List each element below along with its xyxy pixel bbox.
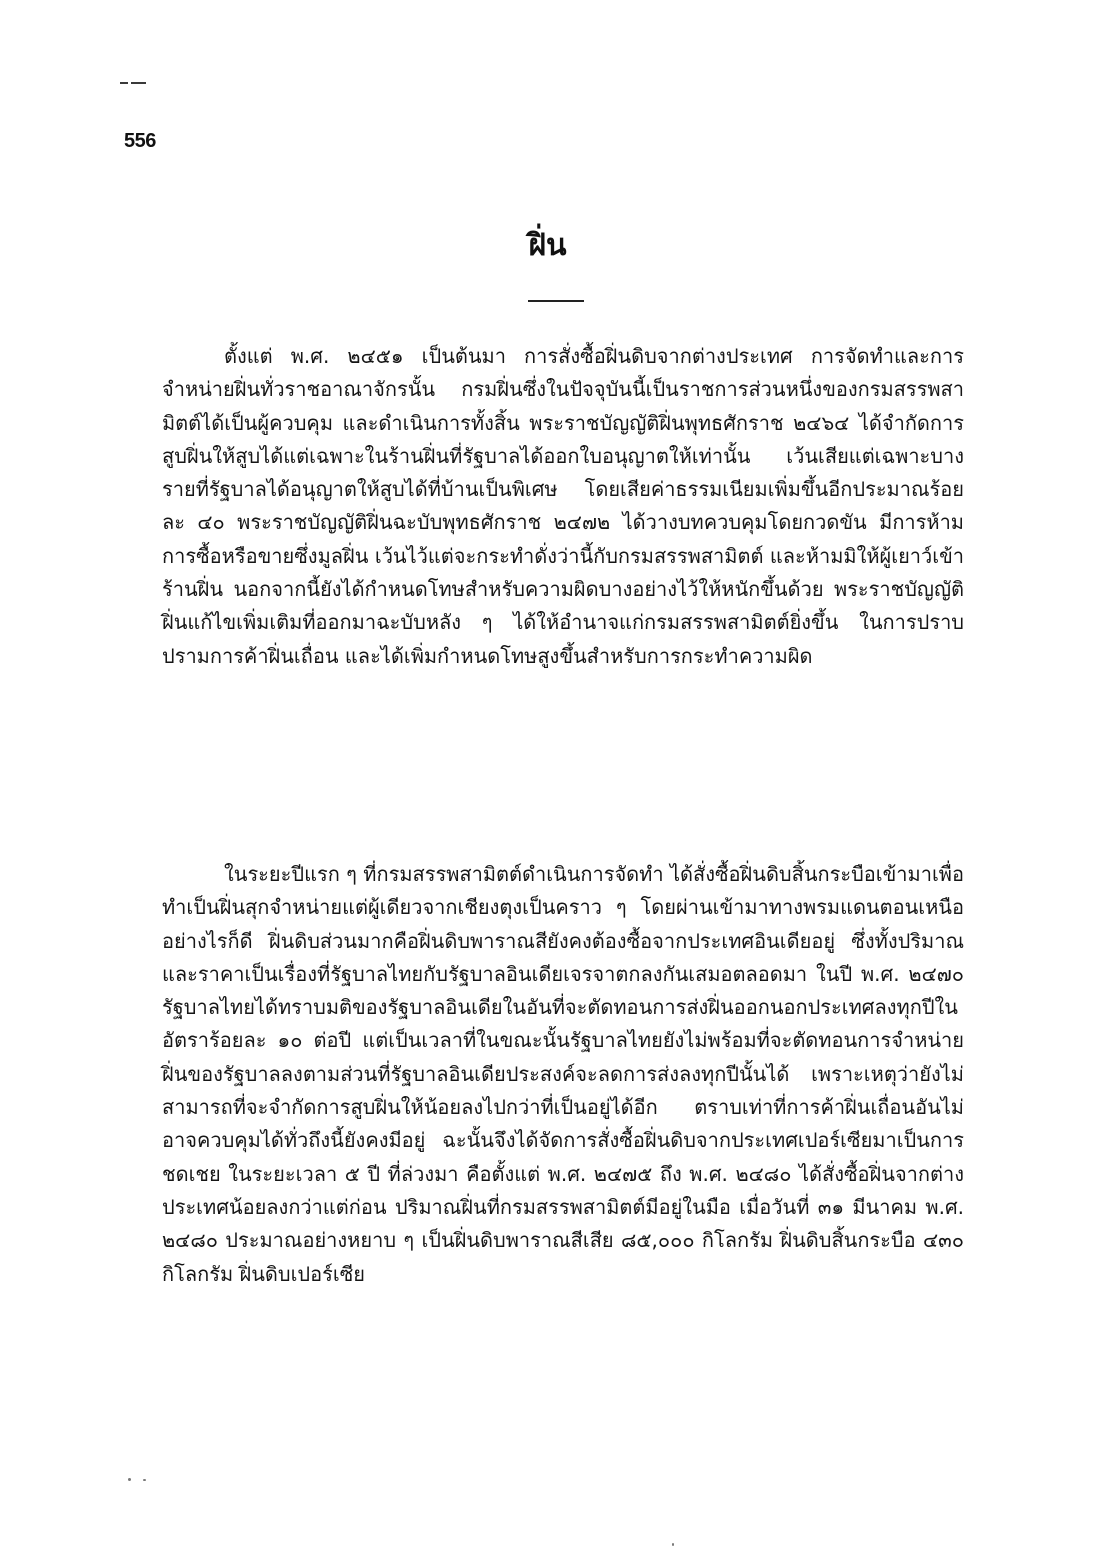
scan-speck [143,1479,146,1481]
body-paragraph-1 [162,340,964,673]
body-paragraph-2 [162,858,964,1291]
page-number: 556 [124,130,156,152]
scan-speck [672,1543,674,1546]
scan-corner-mark [120,82,146,84]
paragraph-text: ในระยะปีแรก ๆ ที่กรมสรรพสามิตต์ดำเนินการจัดทำ ได้สั่งซื้อฝิ่นดิบสิ้นกระบือเข้ามาเพื่อทำเป็นฝิ่นสุกจำหน่ายแต่ผู้เดียวจากเชียงตุงเป็นคราว ๆ โดยผ่านเข้ามาทางพรมแดนตอนเหนือ อย่างไรก็ดี ฝิ่นดิบส่วนมากคือฝิ่นดิบพาราณสียังคงต้องซื้อจากประเทศอินเดียอยู่ ซึ่งทั้งปริมาณและราคาเป็นเรื่องที่รัฐบาลไทยกับรัฐบาลอินเดียเจรจาตกลงกันเสมอตลอดมา ในปี พ.ศ. ๒๔๗๐ รัฐบาลไทยได้ทราบมติของรัฐบาลอินเดียในอันที่จะตัดทอนการส่งฝิ่นออกนอกประเทศลงทุกปีในอัตราร้อยละ ๑๐ ต่อปี แต่เป็นเวลาที่ในขณะนั้นรัฐบาลไทยยังไม่พร้อมที่จะตัดทอนการจำหน่ายฝิ่นของรัฐบาลลงตามส่วนที่รัฐบาลอินเดียประสงค์จะลดการส่งลงทุกปีนั้นได้ เพราะเหตุว่ายังไม่สามารถที่จะจำกัดการสูบฝิ่นให้น้อยลงไปกว่าที่เป็นอยู่ได้อีก ตราบเท่าที่การค้าฝิ่นเถื่อนอันไม่อาจควบคุมได้ทั่วถึงนี้ยังคงมีอยู่ ฉะนั้นจึงได้จัดการสั่งซื้อฝิ่นดิบจากประเทศเปอร์เซียมาเป็นการชดเชย ในระยะเวลา ๕ ปี ที่ล่วงมา คือตั้งแต่ พ.ศ. ๒๔๗๕ ถึง พ.ศ. ๒๔๘๐ ได้สั่งซื้อฝิ่นจากต่างประเทศน้อยลงกว่าแต่ก่อน ปริมาณฝิ่นที่กรมสรรพสามิตต์มีอยู่ในมือ เมื่อวันที่ ๓๑ มีนาคม พ.ศ. ๒๔๘๐ ประมาณอย่างหยาบ ๆ เป็นฝิ่นดิบพาราณสีเสีย ๘๕,๐๐๐ กิโลกรัม ฝิ่นดิบสิ้นกระบือ ๔๓๐ กิโลกรัม ฝิ่นดิบเปอร์เซีย [162,862,965,1286]
title-underline [528,300,584,302]
scan-speck [128,1478,131,1481]
chapter-title: ฝิ่น [528,228,567,263]
paragraph-text: ตั้งแต่ พ.ศ. ๒๔๕๑ เป็นต้นมา การสั่งซื้อฝิ่นดิบจากต่างประเทศ การจัดทำและการจำหน่ายฝิ่นทั่วราชอาณาจักรนั้น กรมฝิ่นซึ่งในปัจจุบันนี้เป็นราชการส่วนหนึ่งของกรมสรรพสามิตต์ได้เป็นผู้ควบคุม และดำเนินการทั้งสิ้น พระราชบัญญัติฝิ่นพุทธศักราช ๒๔๖๔ ได้จำกัดการสูบฝิ่นให้สูบได้แต่เฉพาะในร้านฝิ่นที่รัฐบาลได้ออกใบอนุญาตให้เท่านั้น เว้นเสียแต่เฉพาะบางรายที่รัฐบาลได้อนุญาตให้สูบได้ที่บ้านเป็นพิเศษ โดยเสียค่าธรรมเนียมเพิ่มขึ้นอีกประมาณร้อยละ ๔๐ พระราชบัญญัติฝิ่นฉะบับพุทธศักราช ๒๔๗๒ ได้วางบทควบคุมโดยกวดขัน มีการห้ามการซื้อหรือขายซึ่งมูลฝิ่น เว้นไว้แต่จะกระทำดั่งว่านี้กับกรมสรรพสามิตต์ และห้ามมิให้ผู้เยาว์เข้าร้านฝิ่น นอกจากนี้ยังได้กำหนดโทษสำหรับความผิดบางอย่างไว้ให้หนักขึ้นด้วย พระราชบัญญัติฝิ่นแก้ไขเพิ่มเติมที่ออกมาฉะบับหลัง ๆ ได้ให้อำนาจแก่กรมสรรพสามิตต์ยิ่งขึ้น ในการปราบปรามการค้าฝิ่นเถื่อน และได้เพิ่มกำหนดโทษสูงขึ้นสำหรับการกระทำความผิด [162,344,964,668]
